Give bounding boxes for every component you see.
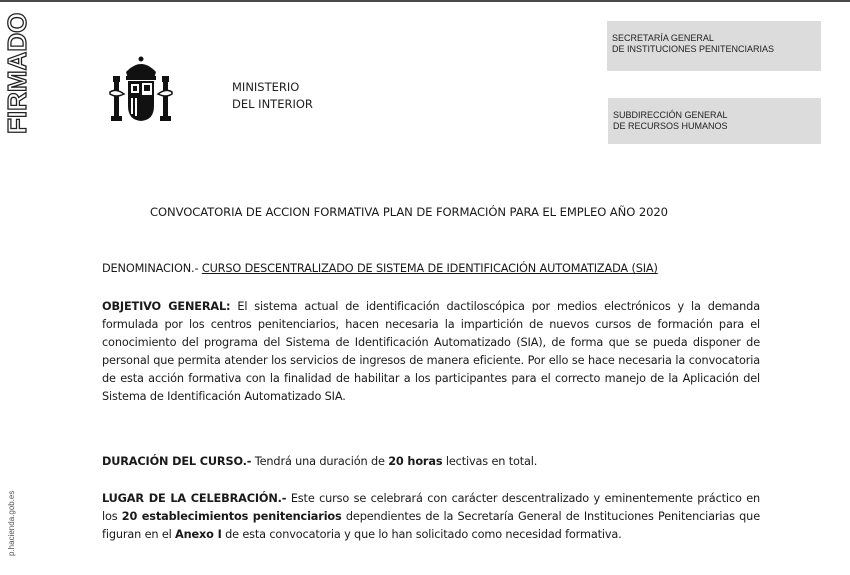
objetivo-paragraph — [102, 298, 760, 406]
objetivo-label: OBJETIVO GENERAL: — [102, 300, 231, 313]
lugar-text-1: Este curso se celebrará con carácter descentralizado y eminentemente práctico en los — [102, 492, 761, 523]
duracion-hours: 20 horas — [388, 455, 443, 468]
box1-line-2: DE INSTITUCIONES PENITENCIARIAS — [612, 44, 775, 54]
secretaria-general-box — [607, 21, 821, 71]
denominacion-value: CURSO DESCENTRALIZADO DE SISTEMA DE IDENTIFICACIÓN AUTOMATIZADA (SIA) — [201, 262, 658, 275]
lugar-text-2: dependientes de la Secretaría General de Instituciones Penitenciarias que figuran en el — [102, 510, 760, 541]
side-url-watermark: p.hacienda.gob.es — [7, 490, 16, 556]
lugar-label: LUGAR DE LA CELEBRACIÓN.- — [102, 492, 287, 505]
lugar-establecimientos: 20 establecimientos penitenciarios — [121, 510, 342, 523]
lugar-paragraph — [102, 490, 760, 544]
coat-of-arms-icon — [104, 54, 178, 124]
subdireccion-general-box — [608, 98, 821, 144]
lugar-text-3: de esta convocatoria y que lo han solicitado como necesidad formativa. — [221, 528, 622, 541]
box2-line-1: SUBDIRECCIÓN GENERAL — [613, 110, 728, 120]
ministry-line-1: MINISTERIO — [232, 80, 300, 94]
box2-line-2: DE RECURSOS HUMANOS — [613, 121, 728, 131]
ministry-name — [232, 79, 313, 113]
lugar-anexo: Anexo I — [175, 528, 222, 541]
box1-line-1: SECRETARÍA GENERAL — [612, 33, 714, 43]
denominacion-label: DENOMINACION.- — [102, 262, 199, 275]
duracion-paragraph — [102, 453, 760, 471]
duracion-text-after: lectivas en total. — [442, 455, 538, 468]
denominacion-paragraph — [102, 260, 760, 278]
duracion-label: DURACIÓN DEL CURSO.- — [102, 455, 252, 468]
objetivo-text: El sistema actual de identificación dactiloscópica por medios electrónicos y la demanda formulada por los centros penitenciarios, hacen necesaria la impartición de nuevos cursos de formación para el conocimiento del programa del Sistema de Identificación Automatizado (SIA), de forma que se pueda disponer de personal que permita atender los servicios de ingresos de manera eficiente. Por ello se hace necesaria la convocatoria de esta acción formativa con la finalidad de habilitar a los participantes para el correcto manejo de la Aplicación del Sistema de Identificación Automatizado SIA. — [102, 300, 760, 403]
duracion-text-before: Tendrá una duración de — [251, 455, 389, 468]
document-title: CONVOCATORIA DE ACCION FORMATIVA PLAN DE FORMACIÓN PARA EL EMPLEO AÑO 2020 — [150, 205, 668, 219]
ministry-line-2: DEL INTERIOR — [232, 97, 313, 111]
firmado-stamp: FIRMADO — [2, 12, 32, 134]
